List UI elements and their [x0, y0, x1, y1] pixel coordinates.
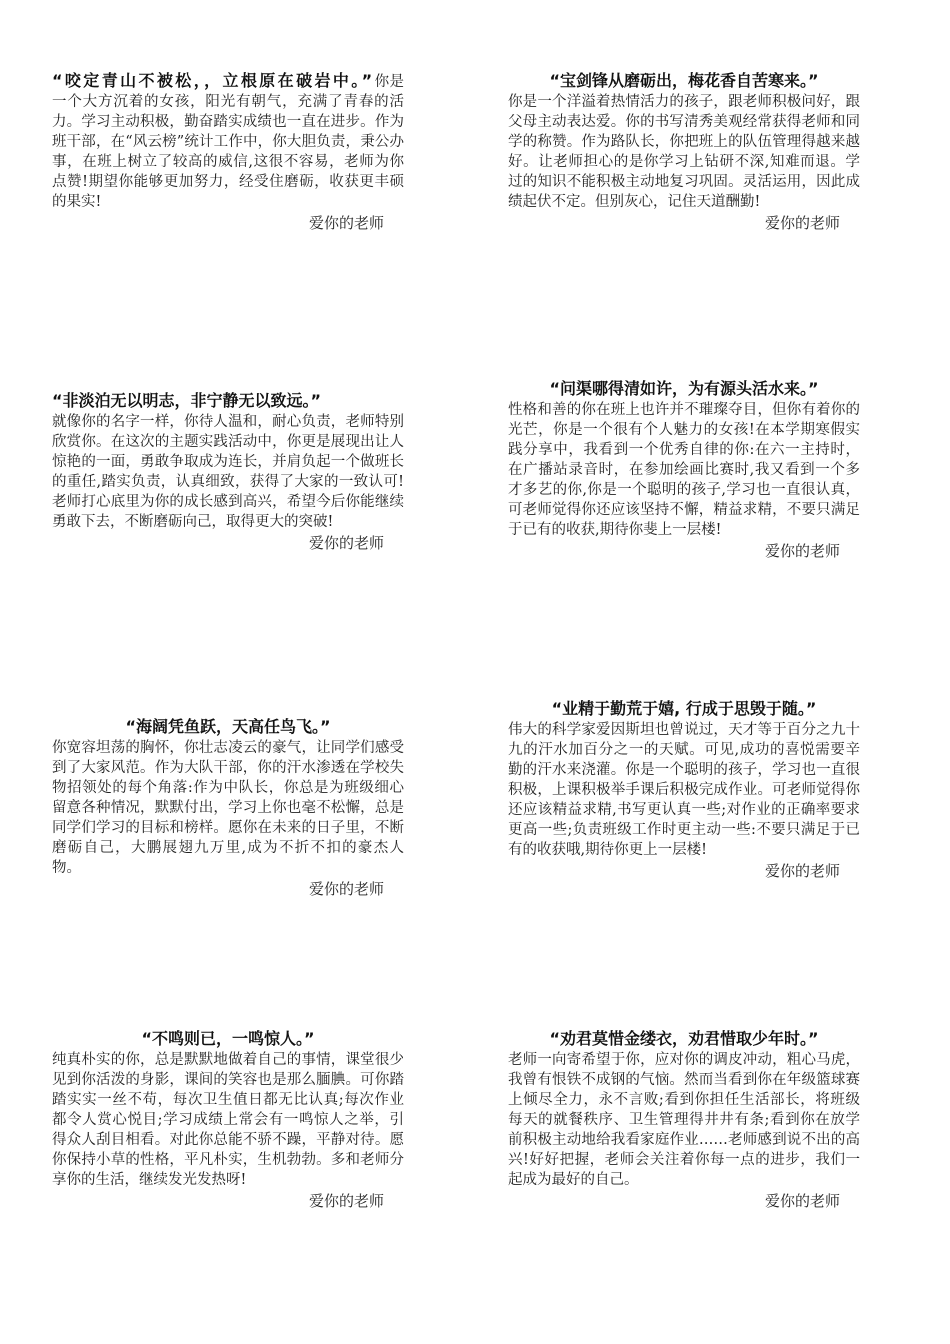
comment-signature: 爱你的老师 — [764, 214, 840, 232]
comment-signature: 爱你的老师 — [764, 862, 840, 880]
comment-card-3 — [52, 390, 404, 554]
comment-title: “宝剑锋从磨砺出，梅花香自苦寒来。” — [549, 71, 819, 90]
comment-card-2 — [508, 70, 860, 234]
comment-body: 你宽容坦荡的胸怀，你壮志凌云的豪气，让同学们感受到了大家风范。作为大队干部，你的汗水渗透在学校失物招领处的每个角落:作为中队长，你总是为班级细心留意各种情况，默默付出，学习上你也毫不松懈，总是同学们学习的目标和榜样。愿你在未来的日子里，不断磨砺自己，大鹏展翅九万里,成为不折不扣的豪杰人物。 — [52, 740, 404, 876]
comment-title: “海阔凭鱼跃，天高任鸟飞。” — [125, 717, 331, 736]
comment-body: 纯真朴实的你，总是默默地做着自己的事情，课堂很少见到你活泼的身影，课间的笑容也是那么腼腆。可你踏踏实实一丝不苟，每次卫生值日都无比认真;每次作业都令人赏心悦目;学习成绩上常会有一鸣惊人之举，引得众人刮目相看。对此你总能不骄不躁，平静对待。愿你保持小草的性格，平凡朴实，生机勃勃。多和老师分享你的生活，继续发光发热呀! — [52, 1052, 404, 1188]
comment-signature: 爱你的老师 — [764, 1192, 840, 1210]
comment-text — [52, 70, 404, 212]
comment-card-7 — [52, 1028, 404, 1212]
comment-body: 性格和善的你在班上也许并不璀璨夺目，但你有着你的光芒，你是一个很有个人魅力的女孩!在本学期寒假实践分享中，我看到一个优秀自律的你:在六一主持时，在广播站录音时，在参加绘画比赛时,我又看到一个多才多艺的你,你是一个聪明的孩子,学习也一直很认真，可老师觉得你还应该坚持不懈，精益求精，不要只满足于已有的收获,期待你斐上一层楼! — [508, 402, 860, 538]
comment-card-8 — [508, 1028, 860, 1212]
comment-title: “不鸣则已，一鸣惊人。” — [141, 1029, 315, 1048]
comment-body: 就像你的名字一样，你待人温和，耐心负责，老师特别欣赏你。在这次的主题实践活动中，你更是展现出让人惊艳的一面，勇敢争取成为连长，并肩负起一个做班长的重任,踏实负责，认真细致，获得了大家的一致认可!老师打心底里为你的成长感到高兴，希望今后你能继续勇敢下去，不断磨砺向己，取得更大的突破! — [52, 414, 404, 530]
comment-signature: 爱你的老师 — [308, 214, 384, 232]
comment-signature: 爱你的老师 — [308, 534, 384, 552]
comment-body: 老师一向寄希望于你，应对你的调皮冲动，粗心马虎，我曾有恨铁不成钢的气恼。然而当看到你在年级篮球赛上倾尽全力，永不言败;看到你担任生活部长，将班级每天的就餐秩序、卫生管理得井井有条;看到你在放学前积极主动地给我看家庭作业……老师感到说不出的高兴!好好把握，老师会关注着你每一点的进步，我们一起成为最好的自己。 — [508, 1052, 860, 1188]
comment-card-6 — [508, 698, 860, 882]
comment-title: “咬定青山不被松，，立根原在破岩中。” — [52, 71, 375, 90]
comment-card-4 — [508, 378, 860, 562]
comment-body: 你是一个大方沉着的女孩，阳光有朝气，充满了青春的活力。学习主动积极，勤奋踏实成绩也一直在进步。作为班干部，在“风云榜”统计工作中，你大胆负责，秉公办事，在班上树立了较高的威信,这很不容易，老师为你点赞!期望你能够更加努力，经受住磨砺，收获更丰硕的果实! — [52, 74, 404, 210]
comment-signature: 爱你的老师 — [308, 880, 384, 898]
comment-card-1 — [52, 70, 404, 234]
comment-card-5 — [52, 716, 404, 900]
comment-title: “问渠哪得清如许，为有源头活水来。” — [549, 379, 819, 398]
comment-title: “劝君莫惜金缕衣，劝君惜取少年时。” — [549, 1029, 819, 1048]
comment-body: 你是一个洋溢着热情活力的孩子，跟老师积极问好，跟父母主动表达爱。你的书写清秀美观经常获得老师和同学的称赞。作为路队长，你把班上的队伍管理得越来越好。让老师担心的是你学习上钻研不深,知难而退。学过的知识不能积极主动地复习巩固。灵活运用，因此成绩起伏不定。但别灰心，记住天道酬勤! — [508, 94, 860, 210]
comment-title: “非淡泊无以明志，非宁静无以致远。” — [52, 391, 322, 410]
comment-title: “业精于勤荒于嬉, 行成于思毁于随。” — [551, 699, 817, 718]
comment-signature: 爱你的老师 — [764, 542, 840, 560]
comment-body: 伟大的科学家爱因斯坦也曾说过，天才等于百分之九十九的汗水加百分之一的天赋。可见,成功的喜悦需要辛勤的汗水来浇灌。你是一个聪明的孩子，学习也一直很积极，上课积极举手课后积极完成作业。可老师觉得你还应该精益求精,书写更认真一些;对作业的正确率要求更高一些;负责班级工作时更主动一些:不要只满足于已有的收获哦,期待你更上一层楼! — [508, 722, 860, 858]
comment-signature: 爱你的老师 — [308, 1192, 384, 1210]
